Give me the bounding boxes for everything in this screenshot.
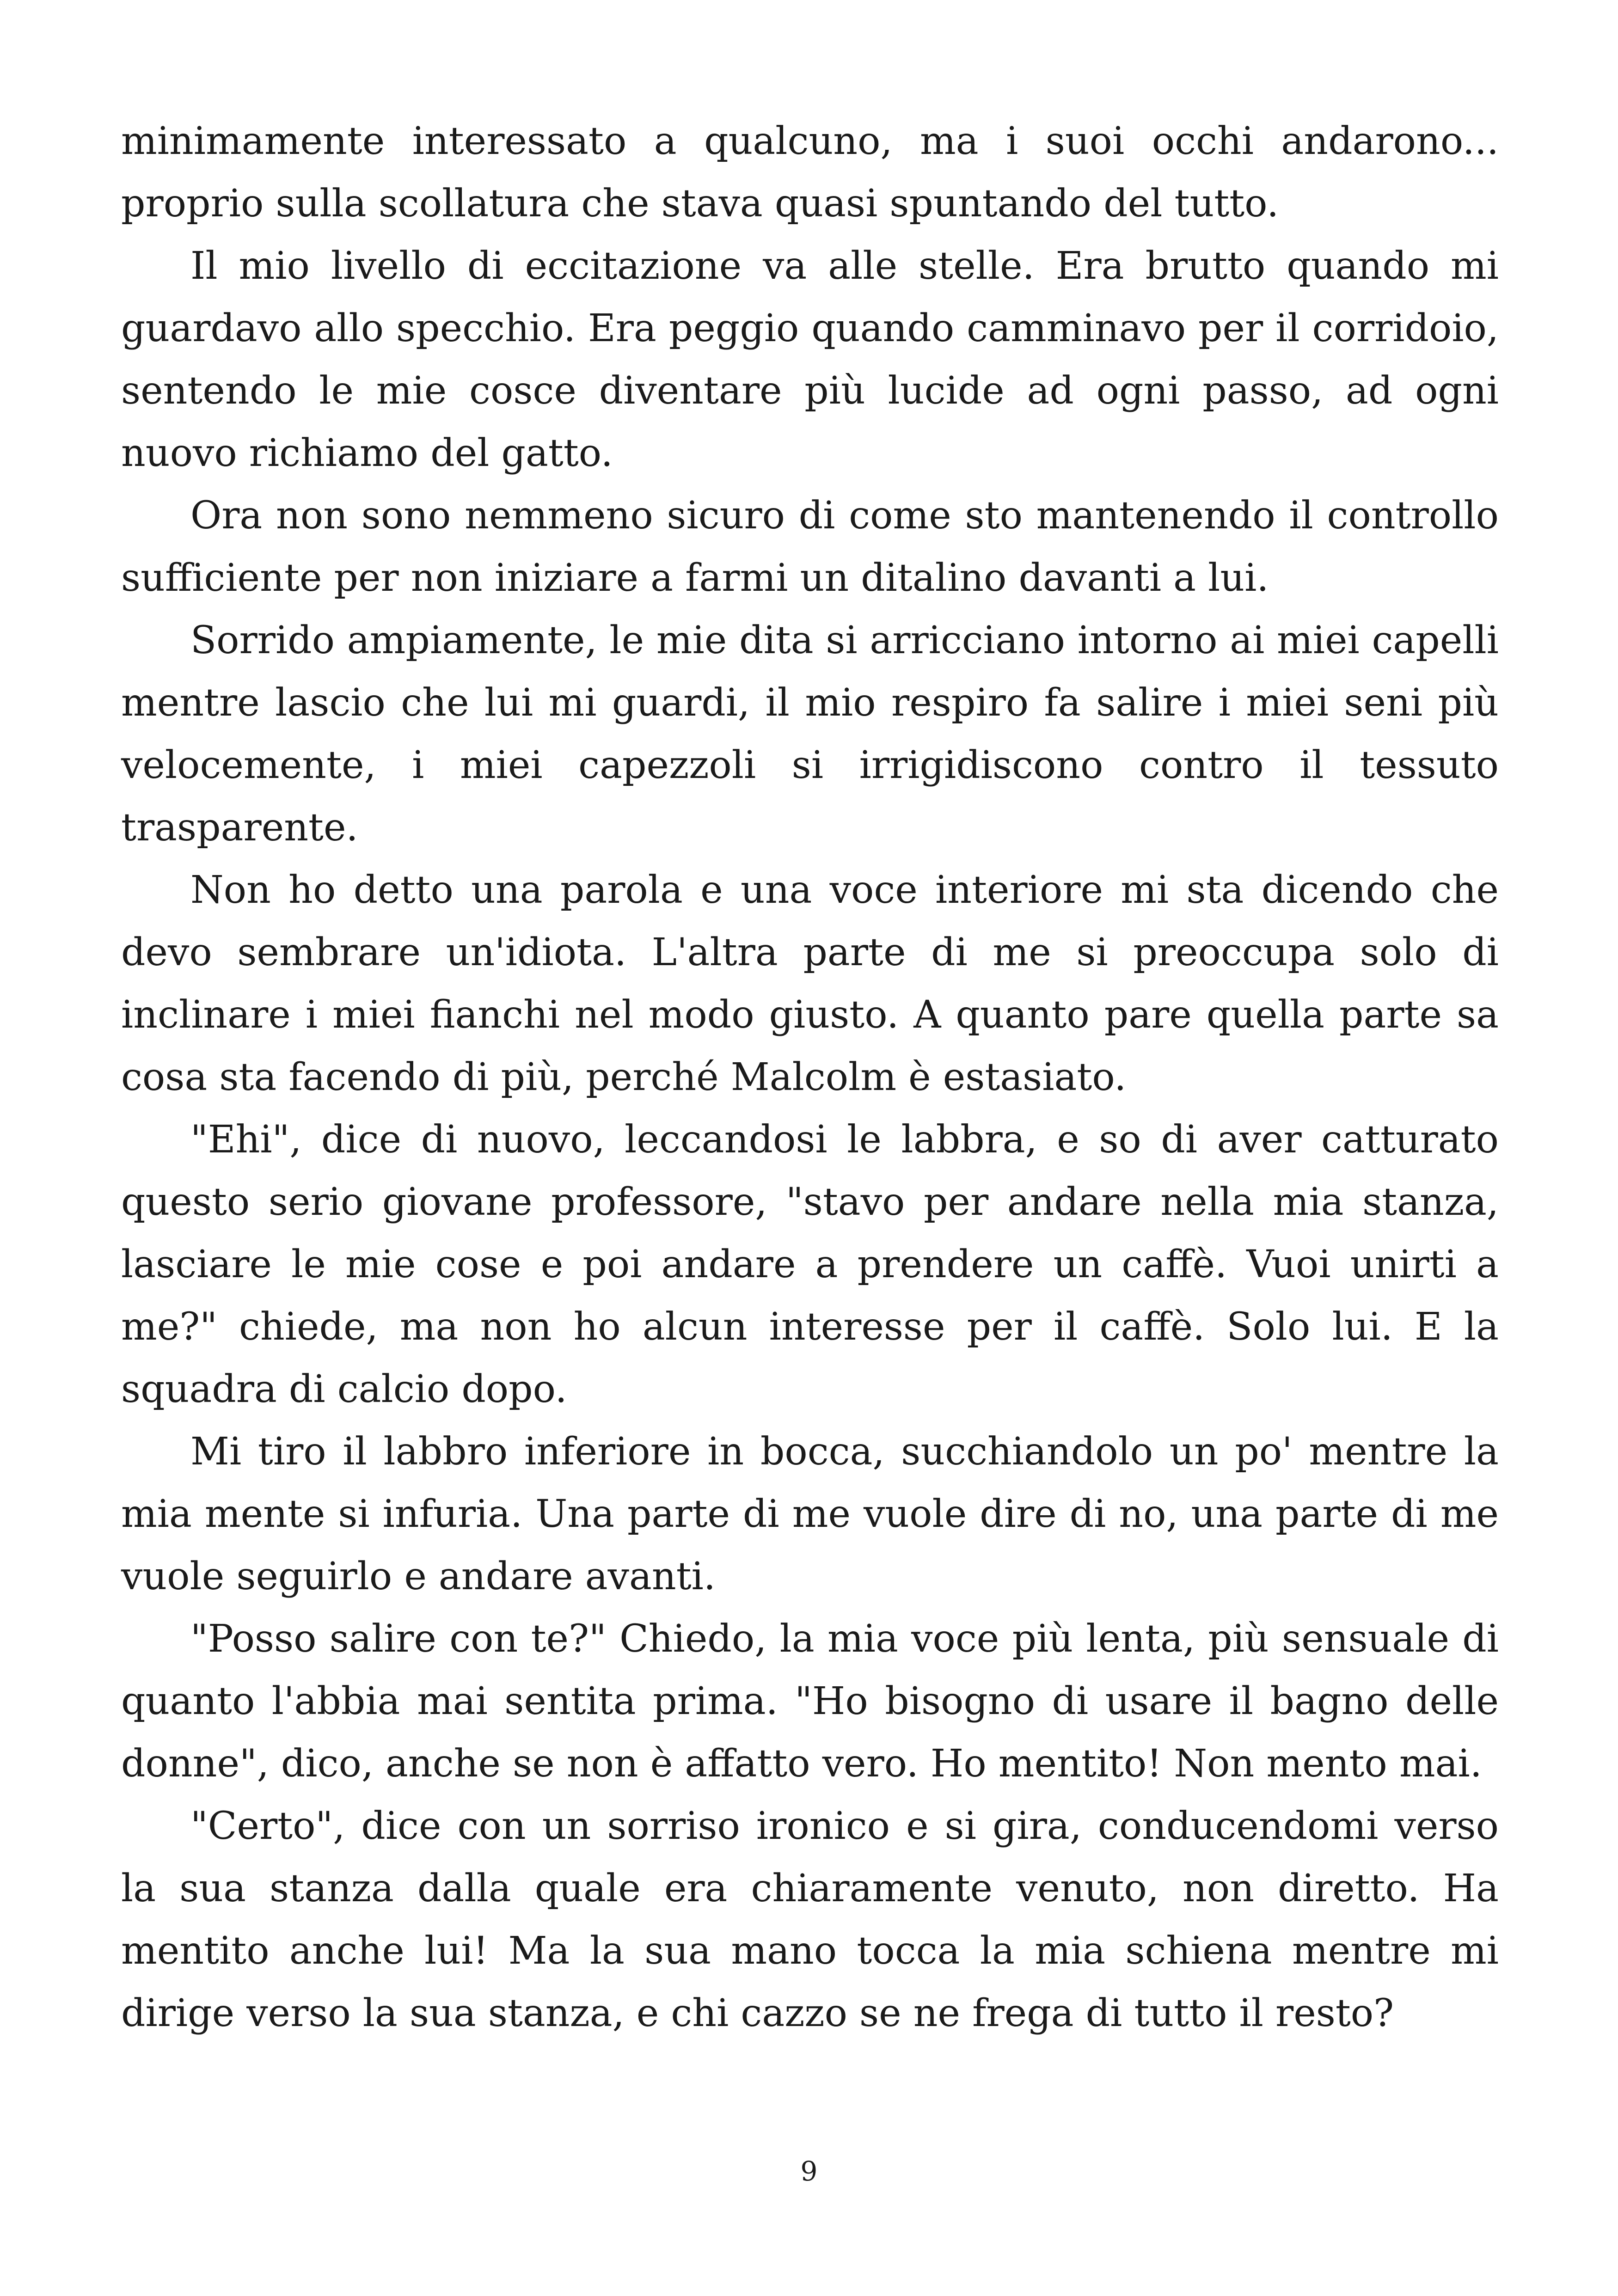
paragraph: "Posso salire con te?" Chiedo, la mia voce più lenta, più sensuale di quanto l'abbia mai sentita prima. "Ho bisogno di usare il bagno delle donne", dico, anche se non è affatto vero. Ho mentito! Non mento mai. xyxy=(121,1617,1499,1786)
paragraph: Il mio livello di eccitazione va alle stelle. Era brutto quando mi guardavo allo specchio. Era peggio quando camminavo per il corridoio, sentendo le mie cosce diventare più lucide ad ogni passo, ad ogni nuovo richiamo del gatto. xyxy=(121,244,1499,475)
paragraph: Ora non sono nemmeno sicuro di come sto mantenendo il controllo sufficiente per non iniziare a farmi un ditalino davanti a lui. xyxy=(121,494,1499,600)
paragraph: Sorrido ampiamente, le mie dita si arricciano intorno ai miei capelli mentre lascio che lui mi guardi, il mio respiro fa salire i miei seni più velocemente, i miei capezzoli si irrigidiscono contro il tessuto trasparente. xyxy=(121,618,1499,850)
paragraph: Mi tiro il labbro inferiore in bocca, succhiandolo un po' mentre la mia mente si infuria. Una parte di me vuole dire di no, una parte di me vuole seguirlo e andare avanti. xyxy=(121,1430,1499,1598)
paragraph: "Certo", dice con un sorriso ironico e si gira, conducendomi verso la sua stanza dalla quale era chiaramente venuto, non diretto. Ha mentito anche lui! Ma la sua mano tocca la mia schiena mentre mi dirige verso la sua stanza, e chi cazzo se ne frega di tutto il resto? xyxy=(121,1804,1499,2035)
body-text xyxy=(121,110,1499,2045)
paragraph: Non ho detto una parola e una voce interiore mi sta dicendo che devo sembrare un'idiota. L'altra parte di me si preoccupa solo di inclinare i miei fianchi nel modo giusto. A quanto pare quella parte sa cosa sta facendo di più, perché Malcolm è estasiato. xyxy=(121,868,1499,1099)
paragraph: minimamente interessato a qualcuno, ma i suoi occhi andarono... proprio sulla scollatura che stava quasi spuntando del tutto. xyxy=(121,119,1499,226)
paragraph: "Ehi", dice di nuovo, leccandosi le labbra, e so di aver catturato questo serio giovane professore, "stavo per andare nella mia stanza, lasciare le mie cose e poi andare a prendere un caffè. Vuoi unirti a me?" chiede, ma non ho alcun interesse per il caffè. Solo lui. E la squadra di calcio dopo. xyxy=(121,1118,1499,1411)
page-number: 9 xyxy=(800,2155,818,2187)
